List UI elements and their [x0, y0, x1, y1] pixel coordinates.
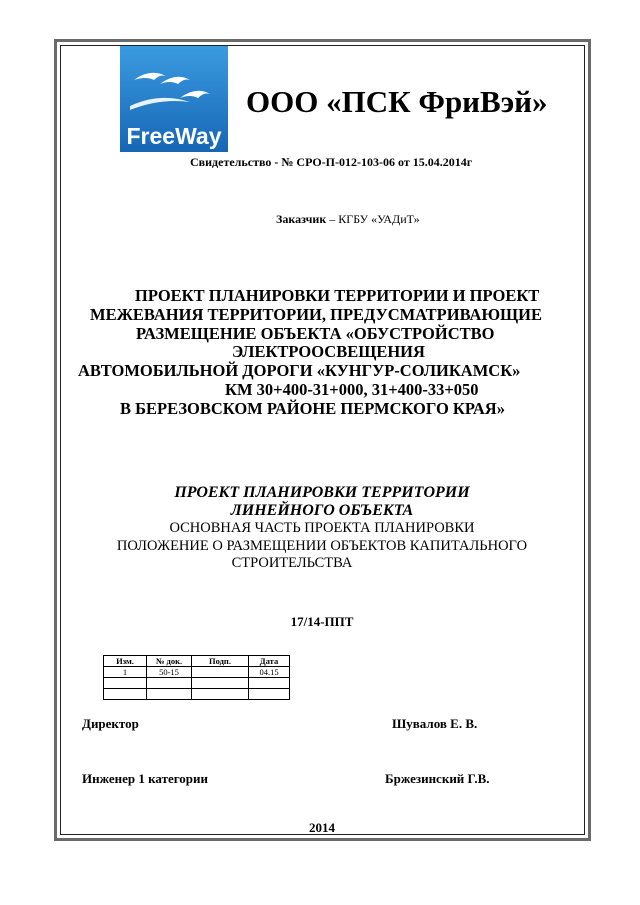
table-cell — [147, 678, 192, 689]
table-row — [104, 689, 290, 700]
freeway-logo — [120, 46, 228, 152]
subtitle-line: СТРОИТЕЛЬСТВА — [231, 555, 353, 571]
revision-table — [103, 655, 290, 700]
table-cell — [192, 678, 249, 689]
project-title — [70, 287, 575, 419]
certificate-line: Свидетельство - № СРО-П-012-103-06 от 15.04.2014г — [190, 155, 473, 169]
title-line: РАЗМЕЩЕНИЕ ОБЪЕКТА «ОБУСТРОЙСТВО — [136, 323, 495, 343]
subtitle-line: ПОЛОЖЕНИЕ О РАЗМЕЩЕНИИ ОБЪЕКТОВ КАПИТАЛЬНОГО — [116, 537, 528, 554]
table-cell — [104, 689, 147, 700]
table-row — [104, 678, 290, 689]
table-cell — [249, 689, 290, 700]
logo-text: FreeWay — [126, 123, 222, 149]
subtitle-line: ОСНОВНАЯ ЧАСТЬ ПРОЕКТА ПЛАНИРОВКИ — [169, 520, 475, 536]
title-line: В БЕРЕЗОВСКОМ РАЙОНЕ ПЕРМСКОГО КРАЯ» — [120, 398, 505, 418]
table-row — [104, 667, 290, 678]
director-role: Директор — [82, 716, 139, 731]
title-line: МЕЖЕВАНИЯ ТЕРРИТОРИИ, ПРЕДУСМАТРИВАЮЩИЕ — [90, 304, 542, 324]
table-cell — [104, 678, 147, 689]
table-cell: 50-15 — [147, 667, 192, 678]
column-header: Подп. — [192, 656, 249, 667]
column-header: Изм. — [104, 656, 147, 667]
company-name: ООО «ПСК ФриВэй» — [246, 84, 548, 119]
table-cell — [192, 667, 249, 678]
table-cell — [192, 689, 249, 700]
title-line: КМ 30+400-31+000, 31+400-33+050 — [225, 379, 479, 399]
table-cell — [147, 689, 192, 700]
director-name: Шувалов Е. В. — [392, 716, 478, 731]
document-year: 2014 — [309, 820, 335, 835]
column-header: Дата — [249, 656, 290, 667]
title-line: ЭЛЕКТРООСВЕЩЕНИЯ — [232, 342, 425, 362]
table-cell: 1 — [104, 667, 147, 678]
customer-line — [276, 212, 496, 227]
table-cell: 04.15 — [249, 667, 290, 678]
customer-value: – КГБУ «УАДиТ» — [326, 212, 420, 226]
column-header: № док. — [147, 656, 192, 667]
subtitle-line: ПРОЕКТ ПЛАНИРОВКИ ТЕРРИТОРИИ — [174, 484, 470, 501]
engineer-name: Бржезинский Г.В. — [385, 771, 490, 786]
title-line: АВТОМОБИЛЬНОЙ ДОРОГИ «КУНГУР-СОЛИКАМСК» — [78, 361, 521, 381]
table-header-row — [104, 656, 290, 667]
table-cell — [249, 678, 290, 689]
document-code: 17/14-ППТ — [290, 614, 354, 629]
engineer-role: Инженер 1 категории — [82, 771, 209, 786]
customer-label: Заказчик — [276, 212, 327, 226]
document-subtitle — [62, 484, 582, 573]
subtitle-line: ЛИНЕЙНОГО ОБЪЕКТА — [230, 502, 414, 519]
title-line: ПРОЕКТ ПЛАНИРОВКИ ТЕРРИТОРИИ И ПРОЕКТ — [135, 286, 540, 305]
